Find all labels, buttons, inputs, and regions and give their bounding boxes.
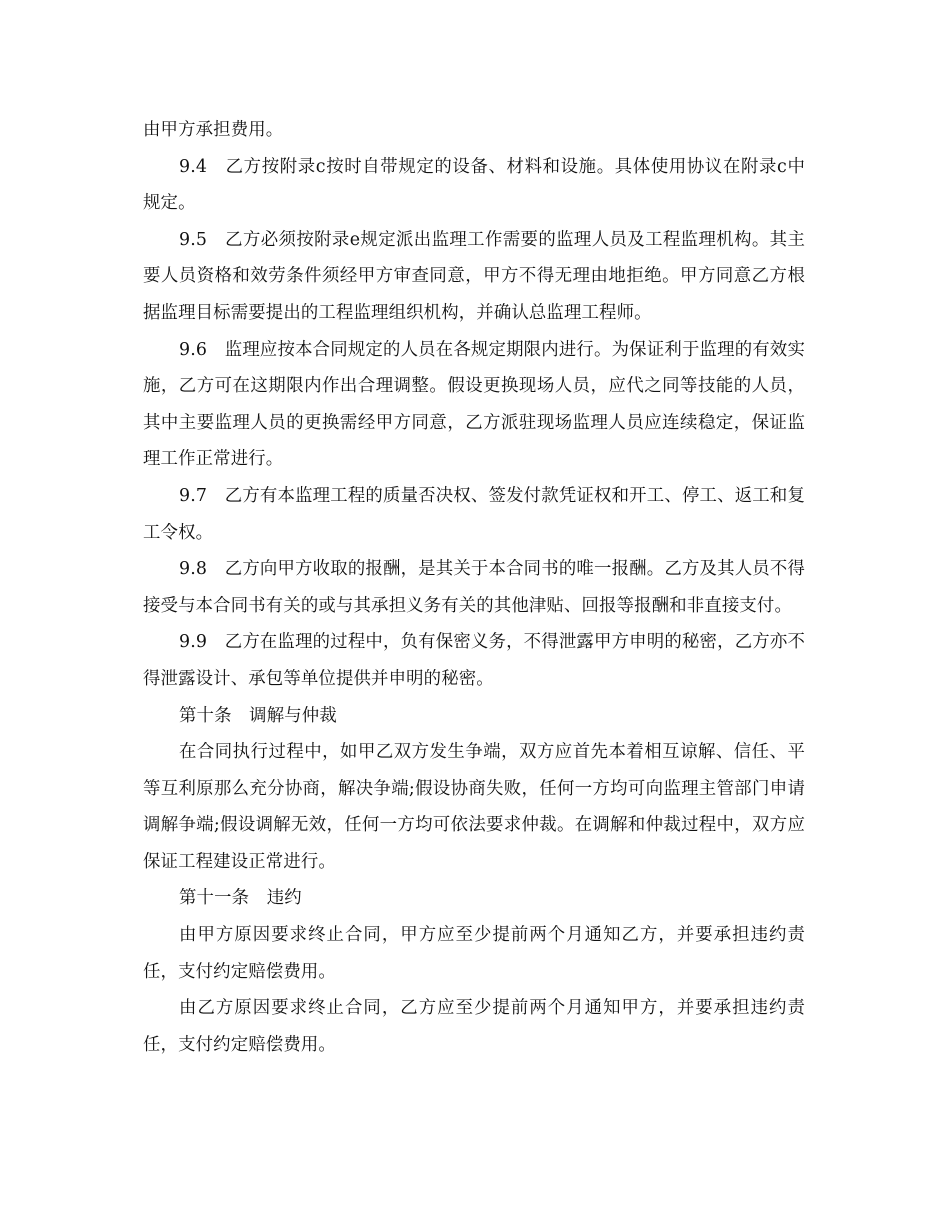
paragraph-breach-party-a: 由甲方原因要求终止合同，甲方应至少提前两个月通知乙方，并要承担违约责任，支付约定赔偿费用。 [143, 925, 805, 982]
paragraph-9-4: 9.4 乙方按附录c按时自带规定的设备、材料和设施。具体使用协议在附录c中规定。 [143, 156, 805, 214]
paragraph-continuation: 由甲方承担费用。 [143, 120, 284, 140]
document-body [143, 112, 805, 1063]
paragraph-mediation-arbitration: 在合同执行过程中，如甲乙双方发生争端，双方应首先本着相互谅解、信任、平等互利原那么充分协商，解决争端;假设协商失败，任何一方均可向监理主管部门申请调解争端;假设调解无效，任何一方均可依法要求仲裁。在调解和仲裁过程中，双方应保证工程建设正常进行。 [143, 742, 805, 872]
paragraph-9-9: 9.9 乙方在监理的过程中，负有保密义务，不得泄露甲方申明的秘密，乙方亦不得泄露设计、承包等单位提供并申明的秘密。 [143, 632, 805, 689]
section-heading-article-11: 第十一条 违约 [179, 888, 302, 909]
paragraph-breach-party-b: 由乙方原因要求终止合同，乙方应至少提前两个月通知甲方，并要承担违约责任，支付约定赔偿费用。 [143, 998, 805, 1055]
section-heading-article-10: 第十条 调解与仲裁 [179, 705, 337, 726]
paragraph-9-8: 9.8 乙方向甲方收取的报酬，是其关于本合同书的唯一报酬。乙方及其人员不得接受与本合同书有关的或与其承担义务有关的其他津贴、回报等报酬和非直接支付。 [143, 559, 805, 616]
paragraph-9-7: 9.7 乙方有本监理工程的质量否决权、签发付款凭证权和开工、停工、返工和复工令权。 [143, 485, 805, 543]
paragraph-9-6: 9.6 监理应按本合同规定的人员在各规定期限内进行。为保证利于监理的有效实施，乙方可在这期限内作出合理调整。假设更换现场人员，应代之同等技能的人员，其中主要监理人员的更换需经甲方同意，乙方派驻现场监理人员应连续稳定，保证监理工作正常进行。 [143, 339, 805, 470]
paragraph-9-5: 9.5 乙方必须按附录e规定派出监理工作需要的监理人员及工程监理机构。其主要人员资格和效劳条件须经甲方审查同意，甲方不得无理由地拒绝。甲方同意乙方根据监理目标需要提出的工程监理组织机构，并确认总监理工程师。 [143, 229, 805, 323]
